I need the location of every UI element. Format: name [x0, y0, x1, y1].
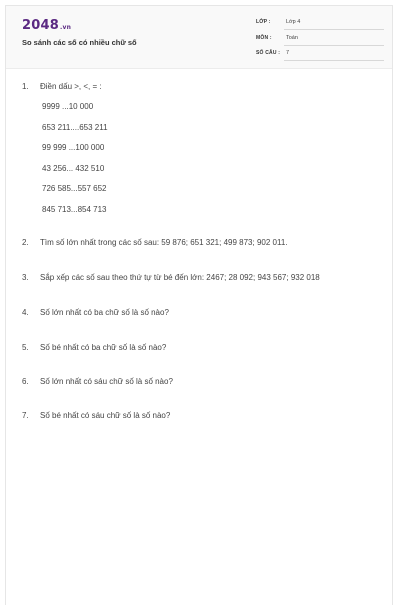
- question-1-item-5: 726 585...557 652: [42, 184, 107, 193]
- worksheet-title: So sánh các số có nhiều chữ số: [22, 38, 137, 47]
- question-text: Điền dấu >, <, = :: [40, 82, 102, 91]
- question-number: 1.: [22, 82, 29, 91]
- question-text: Tìm số lớn nhất trong các số sau: 59 876; 651 321; 499 873; 902 011.: [40, 238, 288, 247]
- question-1-item-6: 845 713...854 713: [42, 205, 107, 214]
- question-number: 3.: [22, 273, 29, 282]
- question-text: Sắp xếp các số sau theo thứ tự từ bé đến lớn: 2467; 28 092; 943 567; 932 018: [40, 273, 320, 282]
- question-number: 4.: [22, 308, 29, 317]
- site-logo[interactable]: [22, 18, 71, 33]
- meta-grade-label: LỚP :: [256, 19, 271, 25]
- question-number: 5.: [22, 343, 29, 352]
- question-1-item-1: 9999 ...10 000: [42, 102, 94, 111]
- meta-grade: [256, 18, 384, 30]
- question-number: 6.: [22, 377, 29, 386]
- worksheet-page: [5, 5, 393, 605]
- question-text: Số lớn nhất có sáu chữ số là số nào?: [40, 377, 173, 386]
- question-text: Số bé nhất có ba chữ số là số nào?: [40, 343, 167, 352]
- worksheet-header: [6, 6, 392, 69]
- meta-grade-value: Lớp 4: [284, 18, 384, 30]
- meta-subject-value: Toán: [284, 34, 384, 46]
- logo-suffix: .vn: [59, 24, 72, 31]
- meta-subject: [256, 34, 384, 46]
- question-1-item-4: 43 256... 432 510: [42, 164, 105, 173]
- logo-main: 2048: [22, 18, 59, 33]
- meta-count-value: 7: [284, 49, 384, 61]
- meta-count: [256, 49, 384, 61]
- meta-subject-label: MÔN :: [256, 35, 272, 41]
- question-text: Số lớn nhất có ba chữ số là số nào?: [40, 308, 169, 317]
- meta-count-label: SỐ CÂU :: [256, 50, 281, 56]
- question-number: 7.: [22, 411, 29, 420]
- question-number: 2.: [22, 238, 29, 247]
- question-1-item-2: 653 211....653 211: [42, 123, 108, 132]
- question-text: Số bé nhất có sáu chữ số là số nào?: [40, 411, 171, 420]
- question-1-item-3: 99 999 ...100 000: [42, 143, 105, 152]
